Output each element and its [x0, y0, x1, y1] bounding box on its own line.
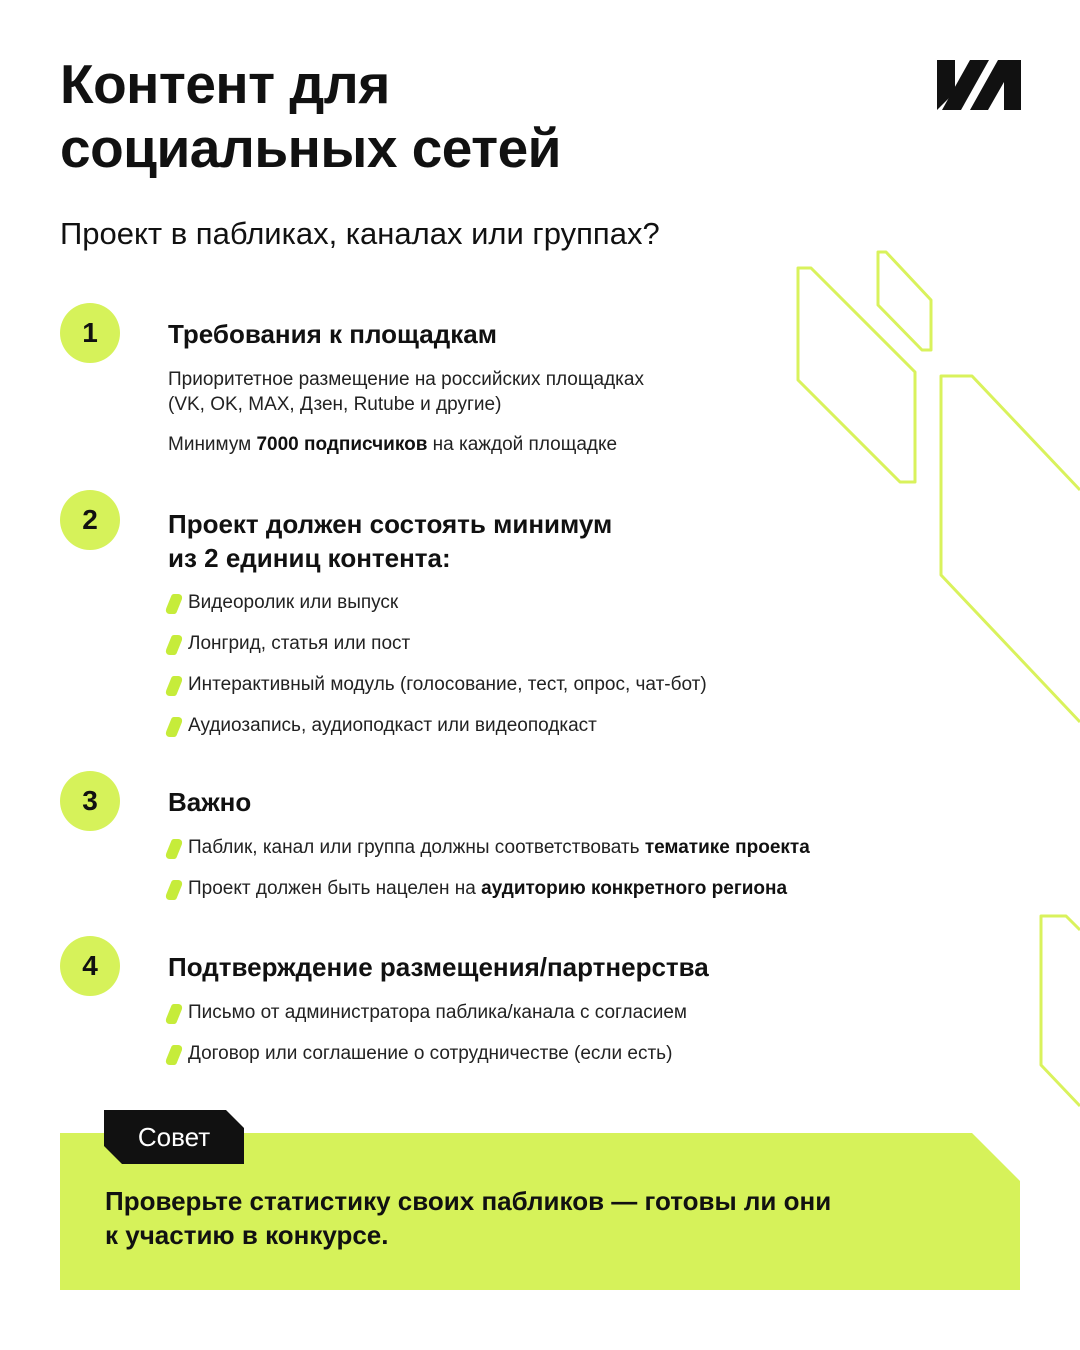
section-3: [60, 771, 1020, 911]
list-item-bold: тематике проекта: [644, 837, 810, 858]
list-item: [168, 713, 707, 754]
page-title-line1: Контент для: [60, 53, 390, 115]
list-item: [168, 672, 707, 713]
step-number-badge: 2: [60, 490, 120, 550]
tip-label: Совет: [137, 1122, 211, 1152]
important-list: [168, 835, 810, 917]
page-title-line2: социальных сетей: [60, 117, 561, 179]
section-1: [60, 303, 1020, 473]
subscribers-requirement: [168, 432, 617, 457]
list-item: [168, 1041, 687, 1082]
paragraph-line2: (VK, OK, MAX, Дзен, Rutube и другие): [168, 394, 502, 415]
list-item: [168, 590, 707, 631]
list-item-text: Письмо от администратора паблика/канала с согласием: [188, 1002, 687, 1023]
leaf-bullet-icon: [164, 839, 184, 859]
section-title: Требования к площадкам: [168, 319, 497, 349]
list-item-text: Видеоролик или выпуск: [188, 592, 399, 613]
leaf-bullet-icon: [164, 717, 184, 737]
step-number-badge: 4: [60, 936, 120, 996]
list-item-bold: аудиторию конкретного региона: [481, 878, 788, 899]
tip-text-line1: Проверьте статистику своих пабликов — готовы ли они: [105, 1186, 832, 1216]
step-number-badge: 3: [60, 771, 120, 831]
section-title-line1: Проект должен состоять минимум: [168, 509, 613, 539]
list-item-text: Интерактивный модуль (голосование, тест, опрос, чат-бот): [188, 674, 707, 695]
confirmation-list: [168, 1000, 687, 1082]
list-item-text: Аудиозапись, аудиоподкаст или видеоподкаст: [188, 715, 597, 736]
requirement-suffix: на каждой площадке: [427, 434, 618, 455]
list-item-text: Договор или соглашение о сотрудничестве (если есть): [188, 1043, 673, 1064]
section-title: Важно: [168, 787, 252, 817]
requirement-prefix: Минимум: [168, 434, 257, 455]
list-item-text: Лонгрид, статья или пост: [188, 633, 411, 654]
step-number-badge: 1: [60, 303, 120, 363]
section-title-line2: из 2 единиц контента:: [168, 543, 451, 573]
page-title: [60, 52, 561, 180]
subtitle: Проект в пабликах, каналах или группах?: [60, 216, 660, 251]
leaf-bullet-icon: [164, 1004, 184, 1024]
list-item: [168, 835, 810, 876]
section-2: [60, 490, 1020, 750]
section-paragraph: [168, 367, 644, 417]
paragraph-line1: Приоритетное размещение на российских площадках: [168, 369, 644, 390]
content-units-list: [168, 590, 707, 754]
section-title: [168, 507, 612, 575]
list-item: [168, 1000, 687, 1041]
tip-text-line2: к участию в конкурсе.: [105, 1220, 389, 1250]
leaf-bullet-icon: [164, 676, 184, 696]
leaf-bullet-icon: [164, 1045, 184, 1065]
list-item: [168, 876, 810, 917]
leaf-bullet-icon: [164, 594, 184, 614]
leaf-bullet-icon: [164, 635, 184, 655]
list-item: [168, 631, 707, 672]
tip-text: [105, 1184, 831, 1252]
requirement-bold: 7000 подписчиков: [256, 434, 428, 455]
list-item-text: Паблик, канал или группа должны соответствовать: [188, 837, 645, 858]
section-4: [60, 936, 1020, 1076]
section-title: Подтверждение размещения/партнерства: [168, 952, 709, 982]
list-item-text: Проект должен быть нацелен на: [188, 878, 482, 899]
brand-logo-icon: [937, 60, 1021, 110]
leaf-bullet-icon: [164, 880, 184, 900]
